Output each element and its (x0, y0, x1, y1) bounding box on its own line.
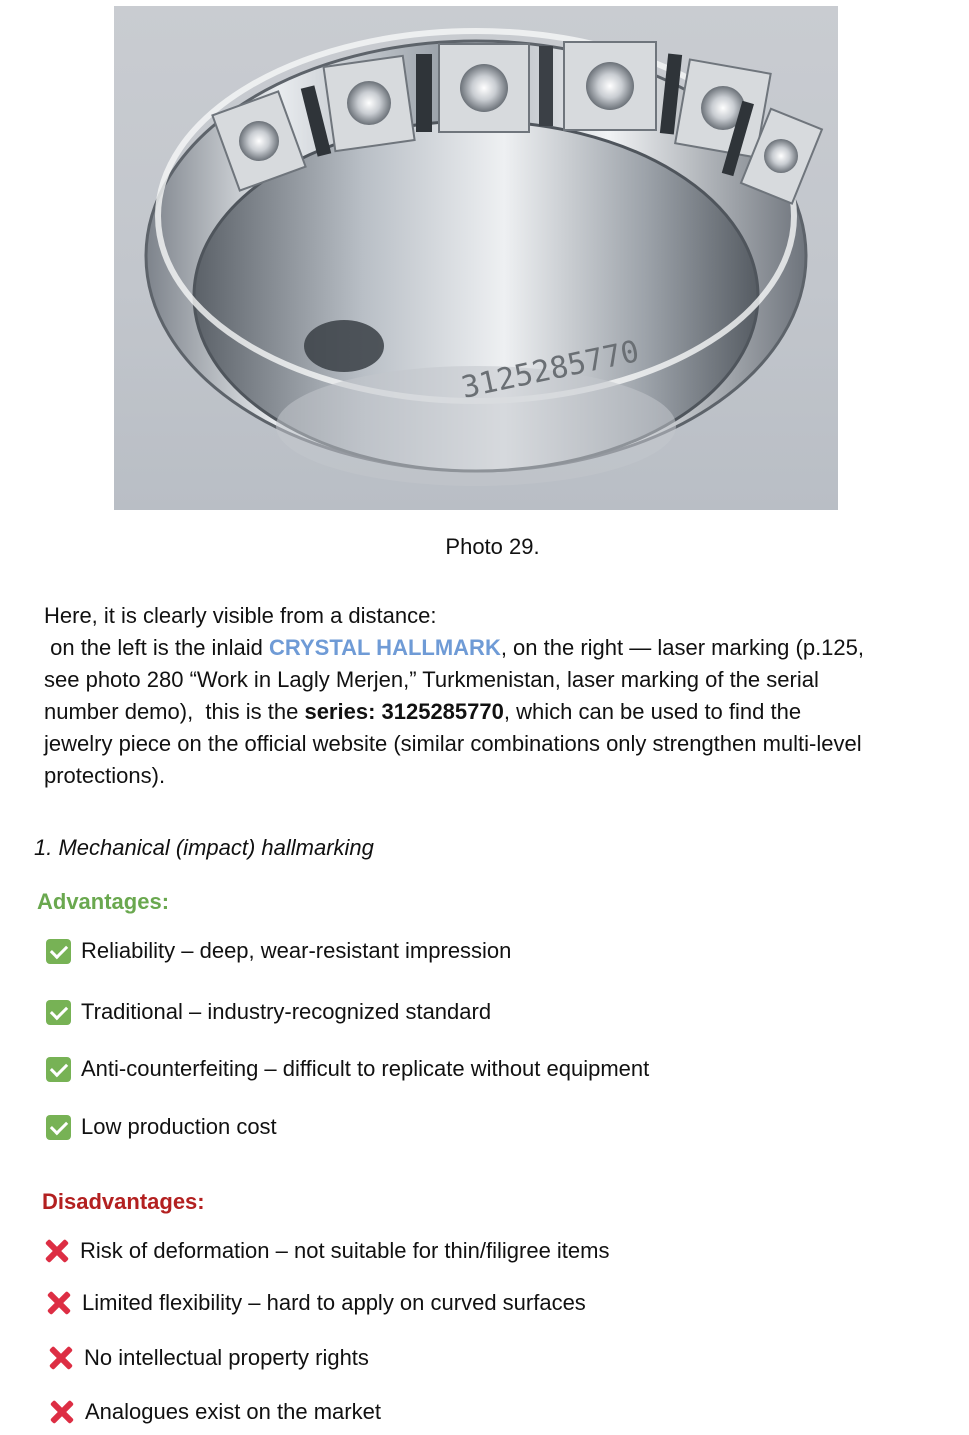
paragraph-line-3: see photo 280 “Work in Lagly Merjen,” Turkmenistan, laser marking of the serial (44, 667, 819, 692)
paragraph-line-4-end: , which can be used to find the (503, 699, 802, 724)
photo-caption: Photo 29. (445, 534, 540, 559)
paragraph-line-2-end: , on the right — laser marking (p.125, (500, 635, 864, 660)
disadvantage-item (48, 1345, 369, 1371)
paragraph-line-1: Here, it is clearly visible from a distance: (44, 603, 437, 628)
paragraph-line-4-start: number demo), this is the (44, 699, 305, 724)
advantage-item-text: Reliability – deep, wear-resistant impression (81, 938, 512, 963)
series-number-highlight: series: 3125285770 (304, 699, 504, 724)
check-mark-icon (46, 1000, 71, 1025)
advantage-item (46, 1114, 277, 1140)
check-mark-icon (46, 1115, 71, 1140)
ring-illustration (114, 6, 838, 510)
disadvantage-item-text: Limited flexibility – hard to apply on curved surfaces (82, 1290, 586, 1315)
paragraph-line-2-start: on the left is the inlaid (44, 635, 270, 660)
disadvantage-item-text: Analogues exist on the market (85, 1399, 381, 1424)
disadvantage-item (46, 1290, 586, 1316)
cross-mark-icon (44, 1238, 70, 1264)
hallmark-stamp (304, 320, 384, 372)
ring-photo (114, 6, 838, 510)
disadvantage-item-text: Risk of deformation – not suitable for thin/filigree items (80, 1238, 610, 1263)
disadvantage-item (44, 1238, 609, 1264)
advantage-item (46, 999, 491, 1025)
advantages-heading: Advantages: (37, 889, 170, 914)
cross-mark-icon (46, 1290, 72, 1316)
disadvantage-item (49, 1399, 381, 1425)
check-mark-icon (46, 1057, 71, 1082)
description-paragraph (44, 600, 959, 792)
cross-mark-icon (49, 1399, 75, 1425)
disadvantage-item-text: No intellectual property rights (84, 1345, 369, 1370)
advantage-item (46, 1056, 649, 1082)
engraved-serial-number: 3125285770 (458, 334, 643, 406)
paragraph-line-2 (44, 632, 959, 664)
advantage-item-text: Low production cost (81, 1114, 277, 1139)
advantage-item (46, 938, 511, 964)
check-mark-icon (46, 939, 71, 964)
crystal-hallmark-highlight: CRYSTAL HALLMARK (269, 635, 501, 660)
paragraph-line-6: protections). (44, 763, 166, 788)
section-heading: 1. Mechanical (impact) hallmarking (34, 835, 374, 860)
disadvantages-heading: Disadvantages: (42, 1189, 205, 1214)
cross-mark-icon (48, 1345, 74, 1371)
paragraph-line-5: jewelry piece on the official website (similar combinations only strengthen multi-level (44, 731, 862, 756)
advantage-item-text: Traditional – industry-recognized standard (81, 999, 492, 1024)
advantage-item-text: Anti-counterfeiting – difficult to replicate without equipment (81, 1056, 650, 1081)
paragraph-line-4 (44, 696, 959, 728)
